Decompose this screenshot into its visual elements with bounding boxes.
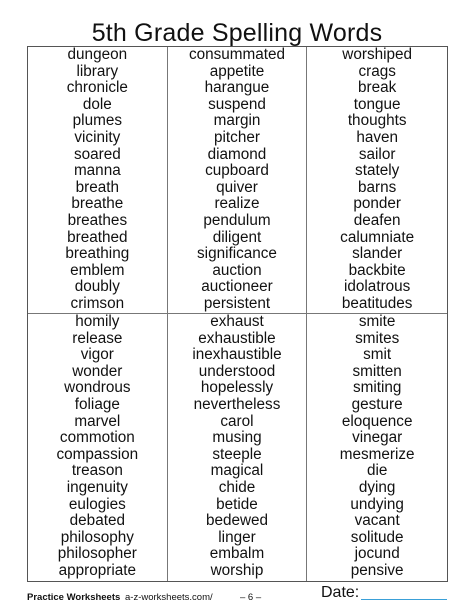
spelling-word: stately: [355, 162, 400, 180]
spelling-word: ponder: [353, 195, 401, 213]
spelling-word: undying: [350, 495, 404, 513]
spelling-word: auction: [212, 261, 262, 279]
spelling-word: worship: [210, 561, 264, 579]
spelling-word: bedewed: [205, 512, 269, 530]
spelling-word: slander: [352, 245, 403, 263]
spelling-word: doubly: [74, 278, 120, 296]
spelling-word: dying: [358, 478, 396, 496]
spelling-word: compassion: [56, 445, 139, 463]
spelling-word: eulogies: [68, 495, 126, 513]
spelling-word: diamond: [207, 145, 267, 163]
spelling-word: haven: [356, 128, 398, 146]
spelling-word: wonder: [72, 362, 123, 380]
spelling-word: library: [76, 62, 119, 80]
spelling-word: consummated: [188, 46, 286, 63]
footer-brand: Practice Worksheets: [27, 592, 121, 603]
word-block-4: [28, 314, 168, 581]
word-block-3: [307, 47, 447, 314]
spelling-word: smites: [355, 329, 400, 347]
spelling-word: nevertheless: [193, 395, 281, 413]
spelling-word: homily: [75, 313, 120, 330]
spelling-word: vacant: [354, 512, 400, 530]
spelling-word: smitten: [352, 362, 402, 380]
spelling-word: crimson: [70, 294, 125, 312]
spelling-word: foliage: [74, 395, 120, 413]
spelling-word: idolatrous: [344, 278, 411, 296]
spelling-word: dole: [82, 95, 112, 113]
spelling-word: appetite: [209, 62, 265, 80]
spelling-word: commotion: [59, 429, 135, 447]
spelling-word: gesture: [351, 395, 403, 413]
spelling-word: crags: [358, 62, 396, 80]
word-block-1: [28, 47, 168, 314]
spelling-word: manna: [73, 162, 121, 180]
spelling-word: linger: [218, 528, 256, 546]
spelling-word: marvel: [74, 412, 121, 430]
spelling-word: chide: [218, 478, 256, 496]
spelling-word: wondrous: [64, 379, 131, 397]
spelling-word: philosophy: [60, 528, 134, 546]
spelling-word: persistent: [203, 294, 271, 312]
spelling-word: plumes: [72, 112, 122, 130]
spelling-word: exhaustible: [198, 329, 276, 347]
spelling-word: margin: [213, 112, 261, 130]
spelling-word: breathing: [65, 245, 130, 263]
spelling-word: thoughts: [347, 112, 407, 130]
spelling-word: calumniate: [340, 228, 415, 246]
page-footer: [27, 584, 448, 606]
spelling-word: beatitudes: [341, 294, 413, 312]
spelling-word: sailor: [358, 145, 396, 163]
spelling-word: tongue: [353, 95, 401, 113]
date-blank-line: [361, 599, 447, 600]
footer-site-link[interactable]: a-z-worksheets.com/: [125, 592, 213, 603]
word-block-5: [168, 314, 308, 581]
page-number: – 6 –: [240, 592, 262, 603]
spelling-word: treason: [71, 462, 123, 480]
spelling-word: smiting: [352, 379, 402, 397]
spelling-word: steeple: [212, 445, 262, 463]
spelling-word: breath: [75, 178, 120, 196]
spelling-word: breathed: [67, 228, 128, 246]
word-block-2: [168, 47, 308, 314]
spelling-word: eloquence: [341, 412, 413, 430]
spelling-word: jocund: [354, 545, 400, 563]
spelling-word: chronicle: [66, 79, 128, 97]
spelling-word: deafen: [353, 211, 401, 229]
spelling-word: suspend: [208, 95, 266, 113]
spelling-word: break: [358, 79, 397, 97]
spelling-word: understood: [198, 362, 276, 380]
spelling-word: solitude: [350, 528, 404, 546]
spelling-word: ingenuity: [66, 478, 128, 496]
spelling-word: appropriate: [58, 561, 137, 579]
spelling-word: die: [366, 462, 388, 480]
spelling-word: barns: [358, 178, 397, 196]
spelling-word: vicinity: [74, 128, 121, 146]
spelling-word: carol: [220, 412, 254, 430]
spelling-word: pitcher: [214, 128, 260, 146]
spelling-word: worshiped: [342, 46, 413, 63]
word-grid: [27, 46, 448, 582]
spelling-word: vinegar: [352, 429, 403, 447]
spelling-word: mesmerize: [339, 445, 415, 463]
page-title: 5th Grade Spelling Words: [91, 19, 383, 47]
spelling-word: hopelessly: [200, 379, 274, 397]
spelling-word: exhaust: [210, 313, 264, 330]
spelling-word: harangue: [204, 79, 270, 97]
spelling-word: debated: [69, 512, 125, 530]
spelling-word: soared: [73, 145, 121, 163]
spelling-word: auctioneer: [201, 278, 273, 296]
spelling-word: inexhaustible: [192, 346, 282, 364]
spelling-word: magical: [210, 462, 264, 480]
spelling-word: realize: [214, 195, 260, 213]
spelling-word: cupboard: [205, 162, 269, 180]
spelling-word: pendulum: [203, 211, 271, 229]
spelling-word: breathe: [71, 195, 124, 213]
spelling-word: smit: [363, 346, 392, 364]
spelling-word: diligent: [212, 228, 262, 246]
spelling-word: embalm: [209, 545, 265, 563]
spelling-word: release: [72, 329, 123, 347]
spelling-word: quiver: [216, 178, 258, 196]
spelling-word: smite: [358, 313, 396, 330]
spelling-word: philosopher: [57, 545, 137, 563]
spelling-word: vigor: [80, 346, 114, 364]
spelling-word: emblem: [70, 261, 125, 279]
word-block-6: [307, 314, 447, 581]
spelling-word: breathes: [67, 211, 128, 229]
spelling-word: backbite: [348, 261, 406, 279]
spelling-word: betide: [216, 495, 258, 513]
date-label: Date:: [321, 584, 360, 601]
spelling-word: significance: [197, 245, 277, 263]
spelling-word: dungeon: [67, 46, 128, 63]
spelling-word: pensive: [350, 561, 404, 579]
spelling-word: musing: [212, 429, 262, 447]
